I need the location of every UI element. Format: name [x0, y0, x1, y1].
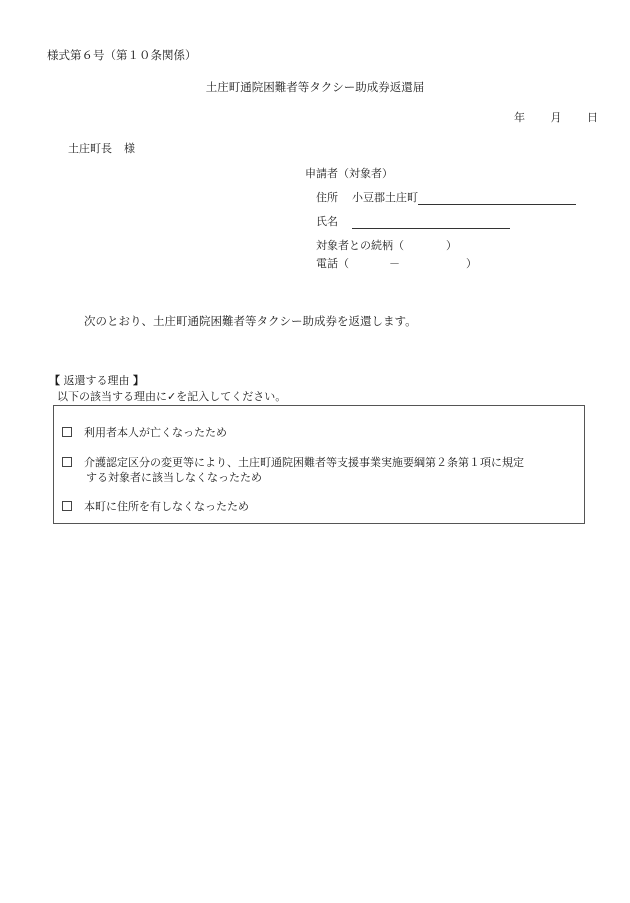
reason-heading: [49, 372, 144, 388]
form-number: 様式第６号（第１０条関係）: [47, 48, 197, 62]
addressee-name: 土庄町長: [68, 142, 112, 155]
month-label: 月: [550, 111, 562, 124]
reason-heading-text: 返還する理由: [63, 374, 130, 387]
relation-row: [316, 237, 457, 253]
relation-label: 対象者との続柄（: [316, 239, 404, 252]
reason-checkbox[interactable]: [62, 427, 72, 437]
heading-close-bracket: 】: [133, 374, 144, 387]
addressee: [68, 140, 135, 156]
instruction-before: 以下の該当する理由に: [57, 390, 167, 403]
reason-item: [62, 455, 524, 485]
address-field[interactable]: [418, 191, 576, 205]
phone-label: 電話（: [316, 257, 349, 270]
reason-checkbox[interactable]: [62, 501, 72, 511]
applicant-label: 申請者（対象者）: [305, 167, 393, 180]
address-prefix: 小豆郡土庄町: [352, 191, 418, 204]
name-field[interactable]: [352, 215, 510, 229]
phone-close: ）: [466, 257, 477, 270]
phone-row: [316, 255, 477, 271]
reason-instruction: [57, 388, 286, 404]
reason-text: 介護認定区分の変更等により、土庄町通院困難者等支援事業実施要綱第２条第１項に規定: [84, 456, 524, 469]
reason-item: [62, 425, 227, 440]
reason-text-continued: する対象者に該当しなくなったため: [86, 471, 262, 484]
name-label: 氏名: [316, 215, 338, 228]
reason-text: 本町に住所を有しなくなったため: [84, 500, 249, 513]
day-label: 日: [587, 111, 598, 124]
date-line: [514, 109, 598, 125]
addressee-honorific: 様: [124, 142, 135, 155]
address-row: [316, 189, 576, 205]
reason-item: [62, 499, 249, 514]
name-row: [316, 213, 510, 229]
reason-box: [53, 405, 585, 524]
relation-close: ）: [446, 239, 457, 252]
checkmark-icon: ✓: [167, 390, 177, 403]
year-label: 年: [514, 111, 525, 124]
statement: 次のとおり、土庄町通院困難者等タクシー助成券を返還します。: [84, 314, 417, 328]
instruction-after: を記入してください。: [176, 390, 287, 403]
reason-checkbox[interactable]: [62, 457, 72, 467]
address-label: 住所: [316, 191, 338, 204]
phone-dash: －: [389, 257, 400, 270]
heading-open-bracket: 【: [49, 374, 60, 387]
reason-text: 利用者本人が亡くなったため: [84, 426, 227, 439]
document-title: 土庄町通院困難者等タクシー助成券返還届: [205, 80, 425, 94]
